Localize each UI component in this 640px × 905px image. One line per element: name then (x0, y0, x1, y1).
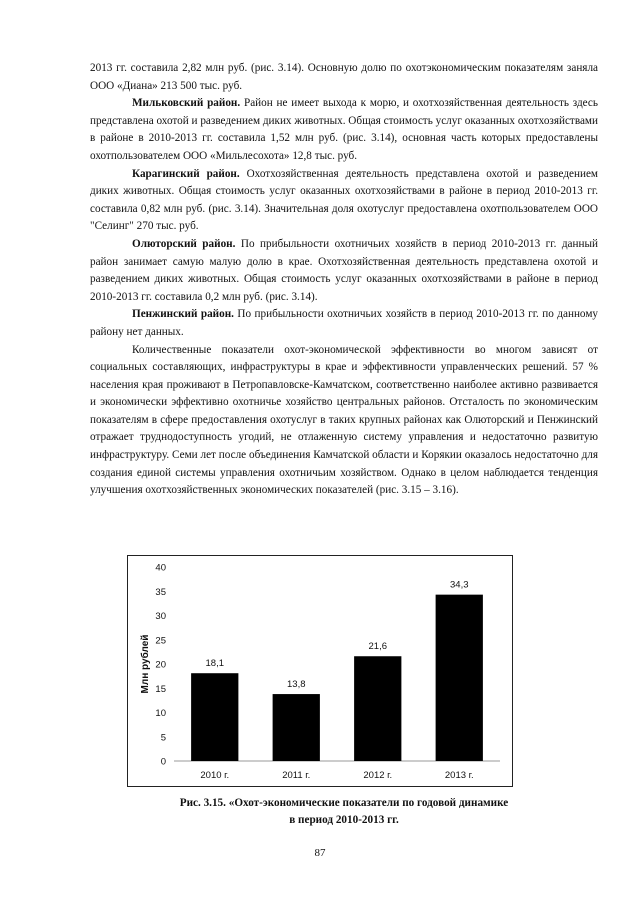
body-text (90, 60, 598, 500)
heading-olyutorsky: Олюторский район. (132, 237, 236, 250)
text-milkovsky: Район не имеет выхода к морю, и охотхозяйственная деятельность здесь представлена охотой и разведением диких животных. Общая стоимость услуг оказанных охотхозяйствами в районе в 2010-2013 гг. составила 1,52 млн руб. (рис. 3.14), основная часть которых предоставлены охотпользователем ООО «Мильлесохота» 12,8 тыс. руб. (90, 97, 598, 162)
caption-line-1: Рис. 3.15. «Охот-экономические показатели по годовой динамике (179, 797, 509, 809)
y-tick-label: 15 (155, 683, 166, 695)
heading-penzhinsky: Пенжинский район. (132, 308, 234, 321)
paragraph-penzhinsky (90, 306, 598, 341)
y-tick-label: 30 (155, 611, 166, 622)
paragraph-olyutorsky (90, 236, 598, 306)
chart-svg (128, 556, 512, 786)
bar-1 (273, 694, 320, 761)
x-tick-label: 2012 г. (363, 770, 393, 781)
bar-chart (127, 555, 513, 787)
bar-value-label: 21,6 (368, 641, 387, 653)
bar-value-label: 34,3 (450, 579, 469, 591)
y-tick-label: 40 (155, 562, 166, 574)
text-olyutorsky: По прибыльности охотничьих хозяйств в период 2010-2013 гг. данный район занимает самую малую долю в крае. Охотхозяйственная деятельность представлена охотой и разведением диких животных. Общая стоимость услуг оказанных охотхозяйствами в районе в период 2010-2013 гг. составила 0,2 млн руб. (рис. 3.14). (90, 237, 598, 303)
y-tick-label: 25 (155, 635, 166, 647)
bar-value-label: 18,1 (205, 658, 224, 670)
text-penzhinsky: По прибыльности охотничьих хозяйств в период 2010-2013 гг. по данному району нет данных. (90, 308, 598, 338)
y-tick-label: 20 (155, 659, 166, 671)
x-tick-label: 2010 г. (200, 770, 230, 781)
text-karaginsky: Охотхозяйственная деятельность представлена охотой и разведением диких животных. Общая стоимость услуг оказанных охотхозяйствами в районе в период 2010-2013 гг. составила 0,82 млн руб. (рис. 3.14). Значительная доля охотуслуг предоставлена охотпользователем ООО "Селинг" 270 тыс. руб. (90, 167, 598, 233)
y-tick-label: 5 (160, 732, 166, 744)
figure-caption (90, 795, 598, 829)
heading-milkovsky: Мильковский район. (132, 97, 241, 110)
bar-2 (354, 656, 401, 761)
caption-line-2: в период 2010-2013 гг. (289, 814, 399, 826)
paragraph-summary: Количественные показатели охот-экономической эффективности во многом зависят от социальных составляющих, инфраструктуры в крае и эффективности управленческих решений. 57 % населения края проживают в Петропавловске-Камчатском, соответственно наиболее активно развивается и экономически эффективно охотничье хозяйство центральных районов. Отсталость по экономическим показателям в сфере предоставления охотуслуг в таких крупных районах как Олюторский и Пенжинский отражает труднодоступность угодий, не отлаженную систему управления и недостаточно развитую инфраструктуру. Семи лет после объединения Камчатской области и Корякии оказалось недостаточно для создания единой системы управления охотничьим хозяйством. Однако в целом наблюдается тенденция улучшения охотхозяйственных экономических показателей (рис. 3.15 – 3.16). (90, 343, 598, 497)
bar-0 (191, 673, 238, 761)
y-axis-label: Млн рублей (140, 634, 151, 694)
bar-3 (436, 595, 483, 761)
y-tick-label: 10 (155, 708, 166, 719)
heading-karaginsky: Карагинский район. (132, 167, 240, 180)
x-tick-label: 2013 г. (444, 770, 474, 781)
paragraph-1: 2013 гг. составила 2,82 млн руб. (рис. 3.14). Основную долю по охотэкономическим показателям заняла ООО «Диана» 213 500 тыс. руб. (90, 62, 598, 92)
paragraph-milkovsky (90, 95, 598, 165)
y-tick-label: 0 (160, 756, 166, 768)
x-tick-label: 2011 г. (282, 770, 311, 781)
paragraph-karaginsky (90, 166, 598, 236)
bar-value-label: 13,8 (287, 679, 306, 691)
page-number: 87 (314, 847, 326, 859)
y-tick-label: 35 (155, 586, 166, 598)
